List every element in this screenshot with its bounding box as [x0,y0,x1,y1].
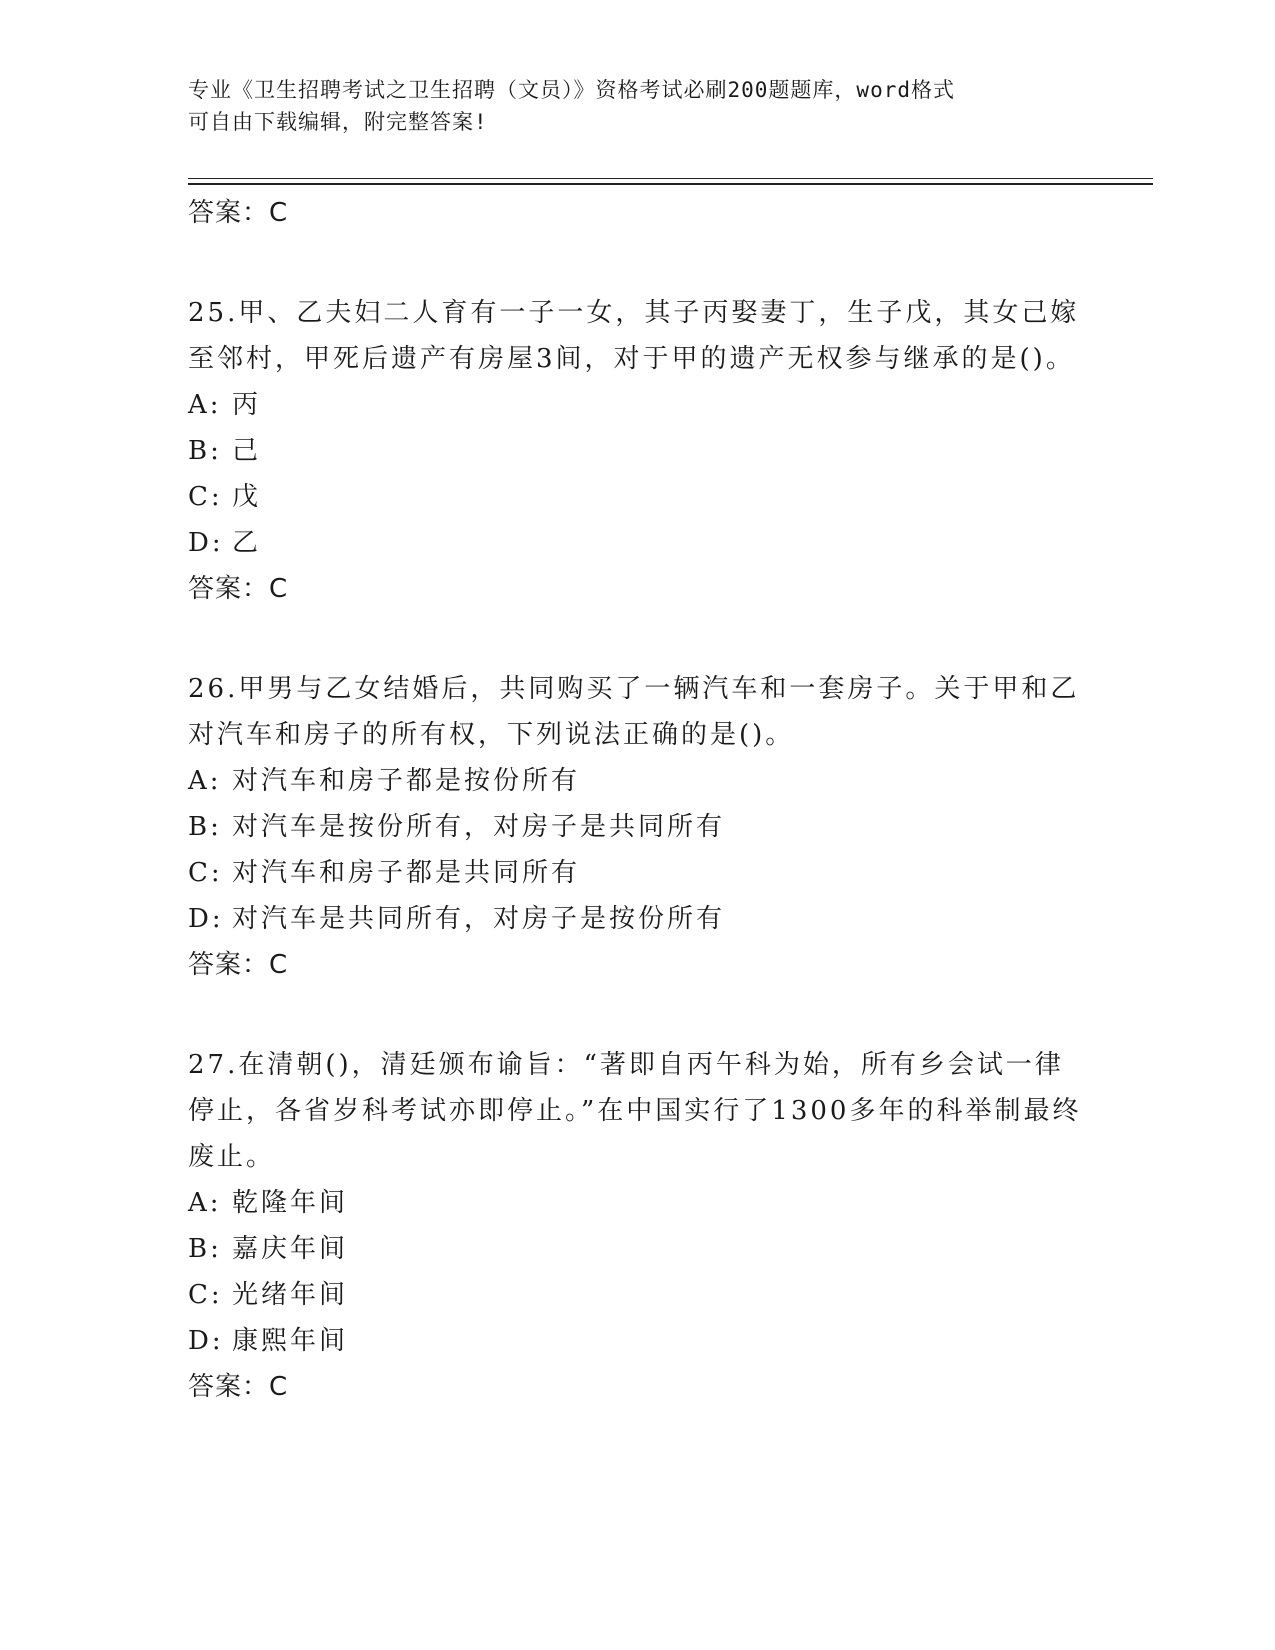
header-line-1: 专业《卫生招聘考试之卫生招聘（文员）》资格考试必刷200题题库，word格式 [188,78,955,102]
question-25 [188,290,1088,612]
option-text: 对汽车是共同所有，对房子是按份所有 [232,904,726,934]
option-letter: B: [188,1234,222,1264]
header-line-2: 可自由下载编辑，附完整答案! [188,110,488,134]
answer-line: 答案：C [188,1372,289,1402]
option-text: 乙 [232,528,262,558]
option-b [188,804,1088,850]
option-letter: A: [188,766,222,796]
option-b [188,1226,1088,1272]
option-text: 嘉庆年间 [232,1234,349,1264]
document-body [188,190,1088,1410]
option-a [188,382,1088,428]
option-letter: C: [188,858,223,888]
option-text: 对汽车和房子都是按份所有 [232,766,581,796]
answer-line: 答案：C [188,950,289,980]
option-c [188,850,1088,896]
option-text: 康熙年间 [232,1326,349,1356]
answer-line: 答案：C [188,574,289,604]
question-stem: 26.甲男与乙女结婚后，共同购买了一辆汽车和一套房子。关于甲和乙对汽车和房子的所有权，下列说法正确的是()。 [188,674,1080,750]
option-c [188,474,1088,520]
option-a [188,758,1088,804]
option-text: 对汽车是按份所有，对房子是共同所有 [232,812,726,842]
option-text: 丙 [232,390,262,420]
option-a [188,1180,1088,1226]
option-letter: A: [188,390,222,420]
option-c [188,1272,1088,1318]
option-d [188,896,1088,942]
option-letter: B: [188,436,222,466]
option-text: 对汽车和房子都是共同所有 [232,858,581,888]
option-text: 戊 [232,482,262,512]
header-rule-thin [188,178,1153,179]
option-text: 己 [232,436,262,466]
option-letter: D: [188,904,224,934]
question-27 [188,1042,1088,1410]
document-header [188,74,1068,138]
question-26 [188,666,1088,988]
option-letter: D: [188,528,224,558]
option-text: 乾隆年间 [232,1188,349,1218]
option-letter: A: [188,1188,222,1218]
option-letter: D: [188,1326,224,1356]
previous-answer: 答案：C [188,198,289,228]
option-d [188,520,1088,566]
question-stem: 27.在清朝()，清廷颁布谕旨：“著即自丙午科为始，所有乡会试一律停止，各省岁科考试亦即停止。”在中国实行了1300多年的科举制最终废止。 [188,1050,1082,1172]
option-b [188,428,1088,474]
option-d [188,1318,1088,1364]
option-text: 光绪年间 [232,1280,349,1310]
option-letter: C: [188,482,223,512]
option-letter: B: [188,812,222,842]
option-letter: C: [188,1280,223,1310]
question-stem: 25.甲、乙夫妇二人育有一子一女，其子丙娶妻丁，生子戊，其女己嫁至邻村，甲死后遗产有房屋3间，对于甲的遗产无权参与继承的是()。 [188,298,1080,374]
header-rule-thick [188,183,1153,185]
